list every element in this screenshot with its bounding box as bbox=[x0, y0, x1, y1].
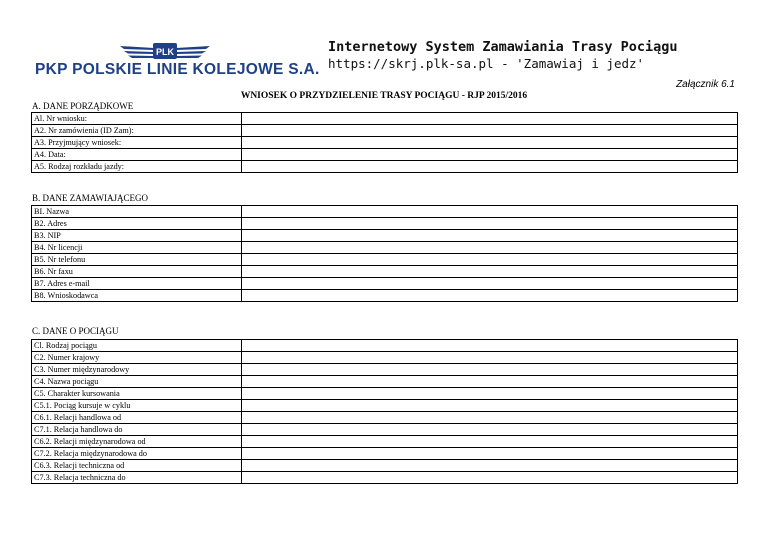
row-label: Cl. Rodzaj pociągu bbox=[32, 340, 242, 352]
row-value-field[interactable] bbox=[242, 137, 738, 149]
table-row bbox=[32, 113, 738, 125]
row-value-field[interactable] bbox=[242, 460, 738, 472]
row-value-field[interactable] bbox=[242, 125, 738, 137]
section-b-table bbox=[31, 205, 738, 302]
row-value-field[interactable] bbox=[242, 400, 738, 412]
row-value-field[interactable] bbox=[242, 290, 738, 302]
row-label: C3. Numer międzynarodowy bbox=[32, 364, 242, 376]
table-row bbox=[32, 364, 738, 376]
table-row bbox=[32, 376, 738, 388]
row-value-field[interactable] bbox=[242, 161, 738, 173]
table-row bbox=[32, 340, 738, 352]
row-value-field[interactable] bbox=[242, 206, 738, 218]
row-value-field[interactable] bbox=[242, 352, 738, 364]
table-row bbox=[32, 218, 738, 230]
table-row bbox=[32, 352, 738, 364]
table-row bbox=[32, 266, 738, 278]
row-label: C4. Nazwa pociągu bbox=[32, 376, 242, 388]
row-value-field[interactable] bbox=[242, 364, 738, 376]
row-label: B8. Wnioskodawca bbox=[32, 290, 242, 302]
table-row bbox=[32, 242, 738, 254]
row-label: B6. Nr faxu bbox=[32, 266, 242, 278]
row-value-field[interactable] bbox=[242, 436, 738, 448]
table-row bbox=[32, 125, 738, 137]
table-row bbox=[32, 472, 738, 484]
logo-text: PLK bbox=[156, 47, 174, 57]
table-row bbox=[32, 388, 738, 400]
table-row bbox=[32, 149, 738, 161]
table-row bbox=[32, 254, 738, 266]
table-row bbox=[32, 460, 738, 472]
section-c-table bbox=[31, 339, 738, 484]
table-row bbox=[32, 278, 738, 290]
plk-logo bbox=[118, 40, 212, 62]
row-value-field[interactable] bbox=[242, 242, 738, 254]
table-row bbox=[32, 412, 738, 424]
row-value-field[interactable] bbox=[242, 448, 738, 460]
row-value-field[interactable] bbox=[242, 149, 738, 161]
row-label: B5. Nr telefonu bbox=[32, 254, 242, 266]
row-label: BI. Nazwa bbox=[32, 206, 242, 218]
table-row bbox=[32, 206, 738, 218]
row-value-field[interactable] bbox=[242, 230, 738, 242]
table-row bbox=[32, 290, 738, 302]
row-label: C7.3. Relacja techniczna do bbox=[32, 472, 242, 484]
row-value-field[interactable] bbox=[242, 113, 738, 125]
company-name: PKP POLSKIE LINIE KOLEJOWE S.A. bbox=[35, 61, 320, 78]
row-label: Al. Nr wniosku: bbox=[32, 113, 242, 125]
system-url: https://skrj.plk-sa.pl - 'Zamawiaj i jedz' bbox=[328, 56, 645, 71]
table-row bbox=[32, 230, 738, 242]
row-label: C6.2. Relacji międzynarodowa od bbox=[32, 436, 242, 448]
row-value-field[interactable] bbox=[242, 376, 738, 388]
row-value-field[interactable] bbox=[242, 424, 738, 436]
row-label: C6.3. Relacji techniczna od bbox=[32, 460, 242, 472]
row-label: C5. Charakter kursowania bbox=[32, 388, 242, 400]
row-value-field[interactable] bbox=[242, 254, 738, 266]
row-label: C2. Numer krajowy bbox=[32, 352, 242, 364]
row-label: C6.1. Relacji handlowa od bbox=[32, 412, 242, 424]
row-value-field[interactable] bbox=[242, 412, 738, 424]
row-label: A4. Data: bbox=[32, 149, 242, 161]
attachment-label: Załącznik 6.1 bbox=[676, 79, 735, 90]
row-value-field[interactable] bbox=[242, 472, 738, 484]
system-title: Internetowy System Zamawiania Trasy Pociągu bbox=[328, 39, 678, 55]
row-label: A2. Nr zamówienia (ID Zam): bbox=[32, 125, 242, 137]
row-value-field[interactable] bbox=[242, 388, 738, 400]
table-row bbox=[32, 161, 738, 173]
table-row bbox=[32, 448, 738, 460]
row-label: B7. Adres e-mail bbox=[32, 278, 242, 290]
row-label: B4. Nr licencji bbox=[32, 242, 242, 254]
section-a-table bbox=[31, 112, 738, 173]
section-c-title: C. DANE O POCIĄGU bbox=[32, 326, 119, 336]
row-label: A5. Rodzaj rozkładu jazdy: bbox=[32, 161, 242, 173]
table-row bbox=[32, 424, 738, 436]
row-label: C5.1. Pociąg kursuje w cyklu bbox=[32, 400, 242, 412]
row-label: C7.1. Relacja handlowa do bbox=[32, 424, 242, 436]
table-row bbox=[32, 436, 738, 448]
row-label: B2. Adres bbox=[32, 218, 242, 230]
row-label: C7.2. Relacja międzynarodowa do bbox=[32, 448, 242, 460]
row-value-field[interactable] bbox=[242, 278, 738, 290]
section-b-title: B. DANE ZAMAWIAJĄCEGO bbox=[32, 193, 149, 203]
row-value-field[interactable] bbox=[242, 266, 738, 278]
row-value-field[interactable] bbox=[242, 218, 738, 230]
table-row bbox=[32, 137, 738, 149]
row-value-field[interactable] bbox=[242, 340, 738, 352]
section-a-title: A. DANE PORZĄDKOWE bbox=[32, 101, 134, 111]
table-row bbox=[32, 400, 738, 412]
document-title: WNIOSEK O PRZYDZIELENIE TRASY POCIĄGU - RJP 2015/2016 bbox=[240, 91, 528, 101]
row-label: B3. NIP bbox=[32, 230, 242, 242]
row-label: A3. Przyjmujący wniosek: bbox=[32, 137, 242, 149]
